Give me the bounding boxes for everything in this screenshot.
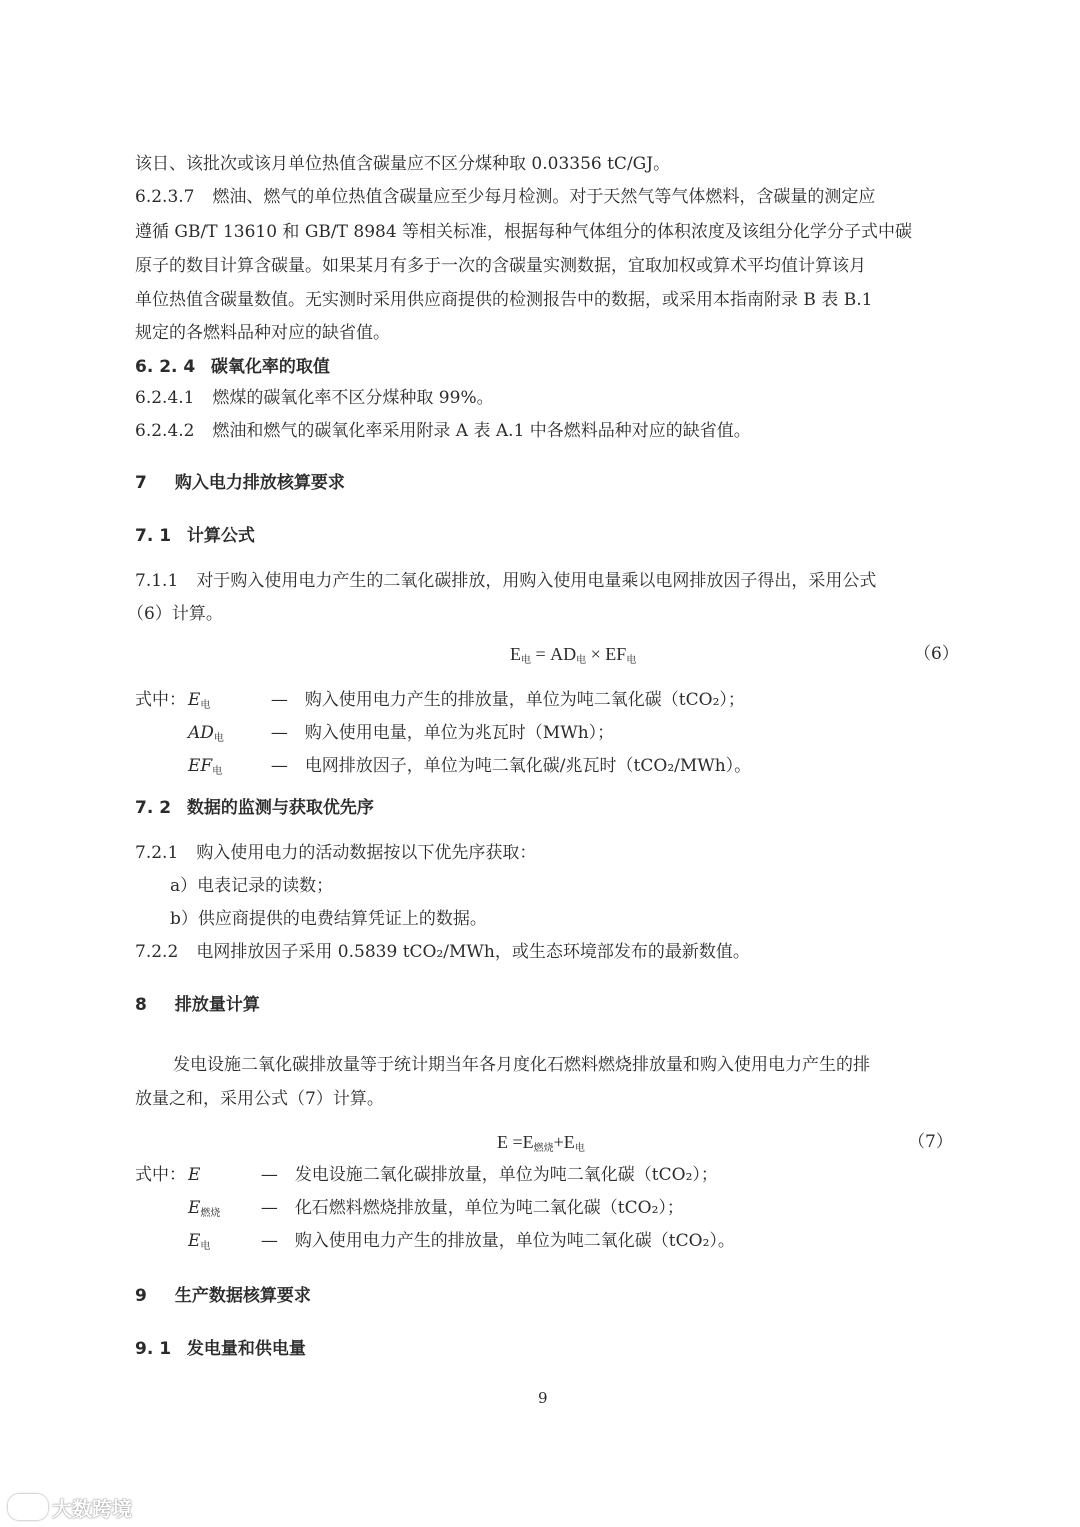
section-6-2-4-1 xyxy=(135,386,494,410)
variable-subscript: 电 xyxy=(213,733,224,744)
paragraph: 电网排放因子采用 0.5839 tCO₂/MWh，或生态环境部发布的最新数值。 xyxy=(196,942,750,962)
list-item: a）电表记录的读数； xyxy=(170,876,334,896)
where-lead: 式中： xyxy=(135,690,186,710)
variable xyxy=(188,688,254,718)
section-7-2-1 xyxy=(135,841,536,865)
em-dash: — xyxy=(260,1165,278,1185)
section-number: 7.1.1 xyxy=(135,571,179,591)
section-number: 9 xyxy=(135,1286,147,1306)
variable xyxy=(188,754,254,784)
paragraph-line: 对于购入使用电力产生的二氧化碳排放，用购入使用电量乘以电网排放因子得出，采用公式 xyxy=(196,571,877,591)
heading-7 xyxy=(135,471,345,495)
section-number: 7. 1 xyxy=(135,526,172,546)
section-6-2-4-2 xyxy=(135,419,751,443)
variable-subscript: 燃烧 xyxy=(200,1208,221,1219)
variable xyxy=(188,1163,244,1193)
paragraph-line: 燃油、燃气的单位热值含碳量应至少每月检测。对于天然气等气体燃料，含碳量的测定应 xyxy=(212,187,876,207)
variable-symbol: E xyxy=(188,1198,201,1218)
where-item xyxy=(188,1229,735,1259)
formula-part: × EF xyxy=(586,644,627,664)
em-dash: — xyxy=(260,1198,278,1218)
formula-part: = AD xyxy=(531,644,577,664)
watermark-text: 大数跨境 xyxy=(52,1497,132,1521)
section-number: 6.2.4.1 xyxy=(135,388,195,408)
section-number: 6.2.3.7 xyxy=(135,187,195,207)
variable-symbol: E xyxy=(188,1231,201,1251)
section-6-2-3-7 xyxy=(135,185,875,209)
section-number: 8 xyxy=(135,995,147,1015)
paragraph: 购入使用电力的活动数据按以下优先序获取： xyxy=(196,843,537,863)
paragraph-line: 放量之和，采用公式（7）计算。 xyxy=(135,1089,384,1109)
paragraph-line: 遵循 GB/T 13610 和 GB/T 8984 等相关标准，根据每种气体组分的体积浓度及该组分化学分子式中碳 xyxy=(135,222,913,242)
heading-title: 碳氧化率的取值 xyxy=(210,357,330,377)
paragraph-line: （6）计算。 xyxy=(127,604,223,624)
variable-description: 发电设施二氧化碳排放量，单位为吨二氧化碳（tCO₂）； xyxy=(294,1165,718,1185)
where-item xyxy=(188,754,751,784)
section-number: 9. 1 xyxy=(135,1339,172,1359)
em-dash: — xyxy=(260,1231,278,1251)
heading-title: 数据的监测与获取优先序 xyxy=(186,798,374,818)
heading-title: 生产数据核算要求 xyxy=(174,1286,311,1306)
formula-subscript: 燃烧 xyxy=(533,1143,554,1154)
heading-title: 计算公式 xyxy=(186,526,255,546)
section-number: 7.2.1 xyxy=(135,843,179,863)
variable-description: 购入使用电量，单位为兆瓦时（MWh）； xyxy=(304,723,615,743)
variable-symbol: EF xyxy=(188,756,213,776)
em-dash: — xyxy=(270,756,288,776)
section-7-1-1 xyxy=(135,569,876,593)
where-item xyxy=(188,721,614,751)
formula-subscript: 电 xyxy=(576,655,587,666)
variable-description: 化石燃料燃烧排放量，单位为吨二氧化碳（tCO₂）； xyxy=(294,1198,684,1218)
heading-7-1 xyxy=(135,524,255,548)
variable-subscript: 电 xyxy=(212,766,223,777)
variable-symbol: AD xyxy=(188,723,214,743)
em-dash: — xyxy=(270,723,288,743)
variable-description: 购入使用电力产生的排放量，单位为吨二氧化碳（tCO₂）。 xyxy=(294,1231,735,1251)
section-number: 7. 2 xyxy=(135,798,172,818)
where-item xyxy=(188,1196,684,1226)
where-item xyxy=(188,1163,718,1193)
variable xyxy=(188,1196,244,1226)
heading-8 xyxy=(135,993,260,1017)
variable-description: 电网排放因子，单位为吨二氧化碳/兆瓦时（tCO₂/MWh）。 xyxy=(304,756,752,776)
formula-part: +E xyxy=(553,1132,575,1152)
section-number: 6.2.4.2 xyxy=(135,421,195,441)
variable-description: 购入使用电力产生的排放量，单位为吨二氧化碳（tCO₂）； xyxy=(304,690,745,710)
heading-title: 购入电力排放核算要求 xyxy=(174,473,345,493)
formula-number: （7） xyxy=(908,1132,953,1152)
variable-symbol: E xyxy=(188,1165,201,1185)
section-number: 6. 2. 4 xyxy=(135,357,196,377)
formula-symbol: E xyxy=(510,644,521,664)
heading-title: 发电量和供电量 xyxy=(186,1339,306,1359)
paragraph-line: 规定的各燃料品种对应的缺省值。 xyxy=(135,323,390,343)
paragraph-line: 原子的数目计算含碳量。如果某月有多于一次的含碳量实测数据，宜取加权或算术平均值计算该月 xyxy=(135,256,866,276)
list-item: b）供应商提供的电费结算凭证上的数据。 xyxy=(170,909,487,929)
variable-subscript: 电 xyxy=(200,1241,211,1252)
watermark-logo-icon xyxy=(8,1494,48,1520)
paragraph-line: 发电设施二氧化碳排放量等于统计期当年各月度化石燃料燃烧排放量和购入使用电力产生的排 xyxy=(173,1055,870,1075)
variable xyxy=(188,1229,244,1259)
heading-title: 排放量计算 xyxy=(174,995,260,1015)
where-item xyxy=(188,688,745,718)
page-number: 9 xyxy=(538,1389,548,1407)
em-dash: — xyxy=(270,690,288,710)
section-number: 7.2.2 xyxy=(135,942,179,962)
section-number: 7 xyxy=(135,473,147,493)
watermark xyxy=(8,1493,132,1522)
formula-part: E =E xyxy=(497,1132,534,1152)
variable-subscript: 电 xyxy=(200,700,211,711)
heading-9-1 xyxy=(135,1337,306,1361)
formula-number: （6） xyxy=(914,644,959,664)
paragraph: 燃煤的碳氧化率不区分煤种取 99%。 xyxy=(212,388,494,408)
variable-symbol: E xyxy=(188,690,201,710)
where-lead: 式中： xyxy=(135,1165,186,1185)
formula-subscript: 电 xyxy=(574,1143,585,1154)
variable xyxy=(188,721,254,751)
formula-subscript: 电 xyxy=(626,655,637,666)
paragraph: 该日、该批次或该月单位热值含碳量应不区分煤种取 0.03356 tC/GJ。 xyxy=(135,154,671,174)
formula-7 xyxy=(497,1130,585,1161)
paragraph: 燃油和燃气的碳氧化率采用附录 A 表 A.1 中各燃料品种对应的缺省值。 xyxy=(212,421,751,441)
paragraph-line: 单位热值含碳量数值。无实测时采用供应商提供的检测报告中的数据，或采用本指南附录 B 表 B.1 xyxy=(135,290,873,310)
section-7-2-2 xyxy=(135,940,750,964)
heading-7-2 xyxy=(135,796,374,820)
formula-subscript: 电 xyxy=(521,655,531,666)
heading-9 xyxy=(135,1284,311,1308)
heading-6-2-4 xyxy=(135,355,330,379)
formula-6 xyxy=(510,642,636,673)
